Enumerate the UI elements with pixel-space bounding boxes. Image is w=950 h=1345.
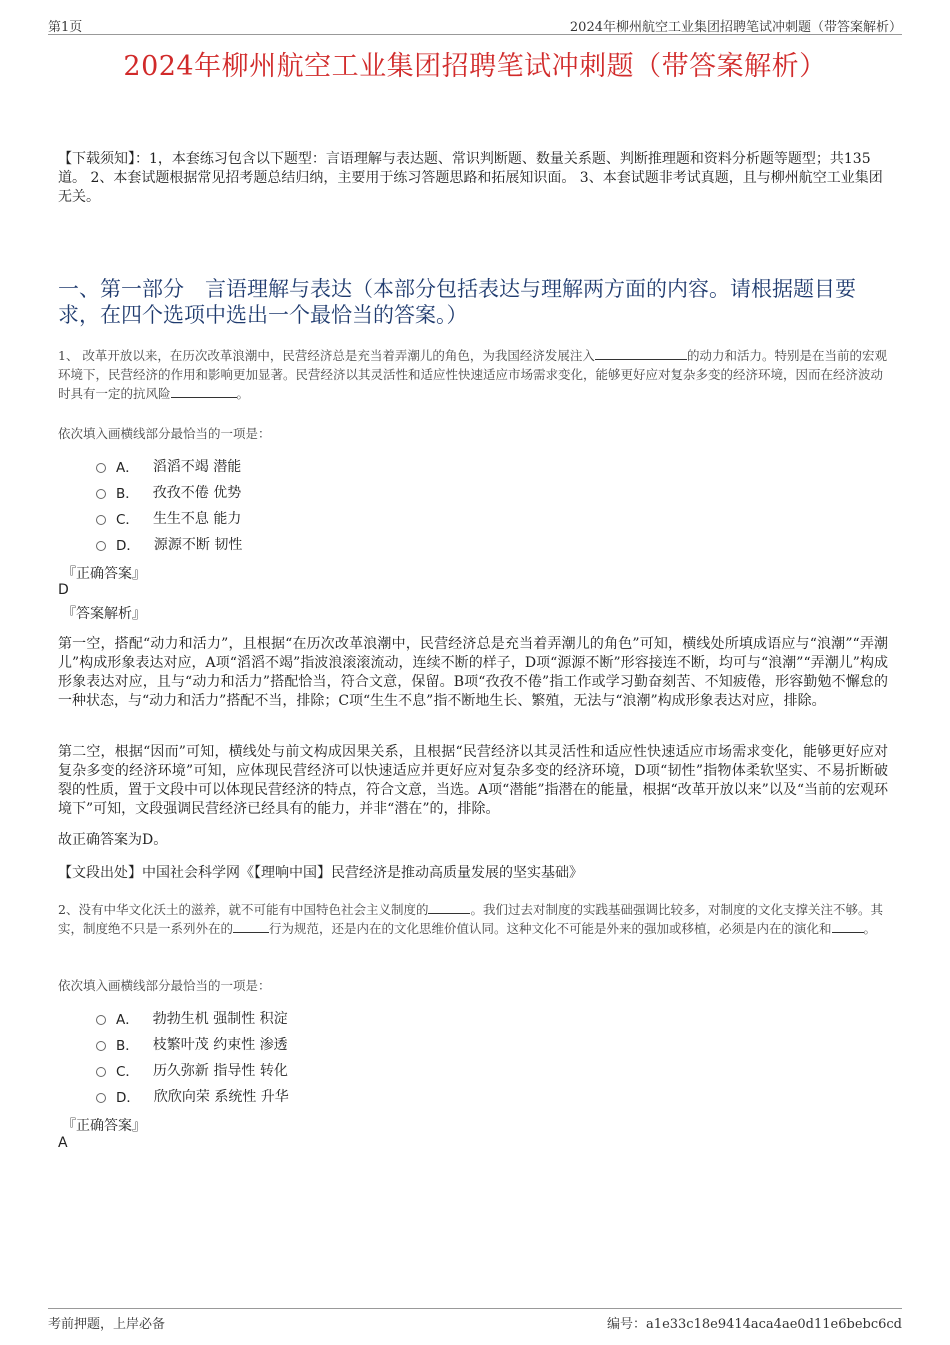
radio-icon[interactable] (96, 463, 106, 473)
question-1-prompt: 依次填入画横线部分最恰当的一项是： (58, 426, 271, 441)
page-header (48, 14, 902, 35)
option-c[interactable]: C． 生生不息 能力 (96, 505, 242, 531)
question-2-options (96, 1005, 289, 1109)
option-a[interactable]: A． 勃勃生机 强制性 积淀 (96, 1005, 289, 1031)
radio-icon[interactable] (96, 1067, 106, 1077)
page-title: 2024年柳州航空工业集团招聘笔试冲刺题（带答案解析） (123, 51, 827, 82)
radio-icon[interactable] (96, 489, 106, 499)
option-d[interactable]: D． 源源不断 韧性 (96, 531, 242, 557)
header-doc-title: 2024年柳州航空工业集团招聘笔试冲刺题（带答案解析） (569, 20, 902, 35)
analysis-paragraph: 第一空，搭配“动力和活力”，且根据“在历次改革浪潮中，民营经济总是充当着弄潮儿的角色”可知，横线处所填成语应与“浪潮”“弄潮儿”构成形象表达对应，A项“滔滔不竭”指波浪滚滚流动，连续不断的样子，D项“源源不断”形容接连不断，均可与“浪潮”“弄潮儿”构成形象表达对应，且与“动力和活力”搭配恰当，符合文意，保留。B项“孜孜不倦”指工作或学习勤奋刻苦、不知疲倦，形容勤勉不懈怠的一种状态，与“动力和活力”搭配不当，排除；C项“生生不息”指不断地生长、繁殖，无法与“浪潮”构成形象表达对应，排除。 (58, 636, 888, 709)
radio-icon[interactable] (96, 1041, 106, 1051)
option-a[interactable]: A． 滔滔不竭 潜能 (96, 453, 242, 479)
answer-value: A (58, 1135, 68, 1151)
analysis-paragraph: 第二空，根据“因而”可知，横线处与前文构成因果关系，且根据“民营经济以其灵活性和适应性快速适应市场需求变化，能够更好应对复杂多变的经济环境”可知，应体现民营经济可以快速适应并更好应对复杂多变的经济环境，D项“韧性”指物体柔软坚实、不易折断破裂的性质，置于文段中可以体现民营经济的特点，符合文意，当选。A项“潜能”指潜在的能量，根据“改革开放以来”以及“当前的宏观环境下”可知，文段强调民营经济已经具有的能力，并非“潜在”的，排除。 (58, 744, 888, 817)
question-2-prompt: 依次填入画横线部分最恰当的一项是： (58, 978, 271, 993)
radio-icon[interactable] (96, 541, 106, 551)
analysis-label: 『答案解析』 (62, 606, 146, 622)
section-title: 一、第一部分 言语理解与表达（本部分包括表达与理解两方面的内容。请根据题目要求，在四个选项中选出一个最恰当的答案。） (58, 277, 856, 327)
option-b[interactable]: B． 孜孜不倦 优势 (96, 479, 242, 505)
question-2-text: 2、没有中华文化沃土的滋养，就不可能有中国特色社会主义制度的 。我们过去对制度的实践基础强调比较多，对制度的文化支撑关注不够。其实，制度绝不只是一系列外在的 行为规范，还是内在的文化思维价值认同。这种文化不可能是外来的强加或移植，必须是内在的演化和 。 (58, 902, 883, 936)
footer-divider (48, 1308, 902, 1309)
option-d[interactable]: D． 欣欣向荣 系统性 升华 (96, 1083, 289, 1109)
download-notice: 【下载须知】：1，本套练习包含以下题型：言语理解与表达题、常识判断题、数量关系题、判断推理题和资料分析题等题型；共135道。 2、本套试题根据常见招考题总结归纳，主要用于练习答题思路和拓展知识面。 3、本套试题非考试真题，且与柳州航空工业集团无关。 (58, 151, 883, 205)
answer-label: 『正确答案』 (62, 1118, 146, 1134)
analysis-conclusion: 故正确答案为D。 (58, 832, 168, 848)
question-1-text: 1、 改革开放以来，在历次改革浪潮中，民营经济总是充当着弄潮儿的角色，为我国经济发展注入 的动力和活力。特别是在当前的宏观环境下，民营经济的作用和影响更加显著。民营经济以其灵活性和适应性快速适应市场需求变化，能够更好应对复杂多变的经济环境，因而在经济波动时具有一定的抗风险 。 (58, 348, 887, 401)
option-b[interactable]: B． 枝繁叶茂 约束性 渗透 (96, 1031, 289, 1057)
radio-icon[interactable] (96, 1093, 106, 1103)
option-c[interactable]: C． 历久弥新 指导性 转化 (96, 1057, 289, 1083)
answer-label: 『正确答案』 (62, 566, 146, 582)
footer-doc-id: 编号：a1e33c18e9414aca4ae0d11e6bebc6cd (607, 1317, 902, 1332)
radio-icon[interactable] (96, 515, 106, 525)
radio-icon[interactable] (96, 1015, 106, 1025)
analysis-source: 【文段出处】中国社会科学网《【理响中国】民营经济是推动高质量发展的坚实基础》 (58, 865, 583, 881)
question-1-options (96, 453, 242, 557)
page-number: 第1页 (48, 20, 83, 35)
answer-value: D (58, 582, 69, 598)
footer-slogan: 考前押题，上岸必备 (48, 1317, 166, 1332)
